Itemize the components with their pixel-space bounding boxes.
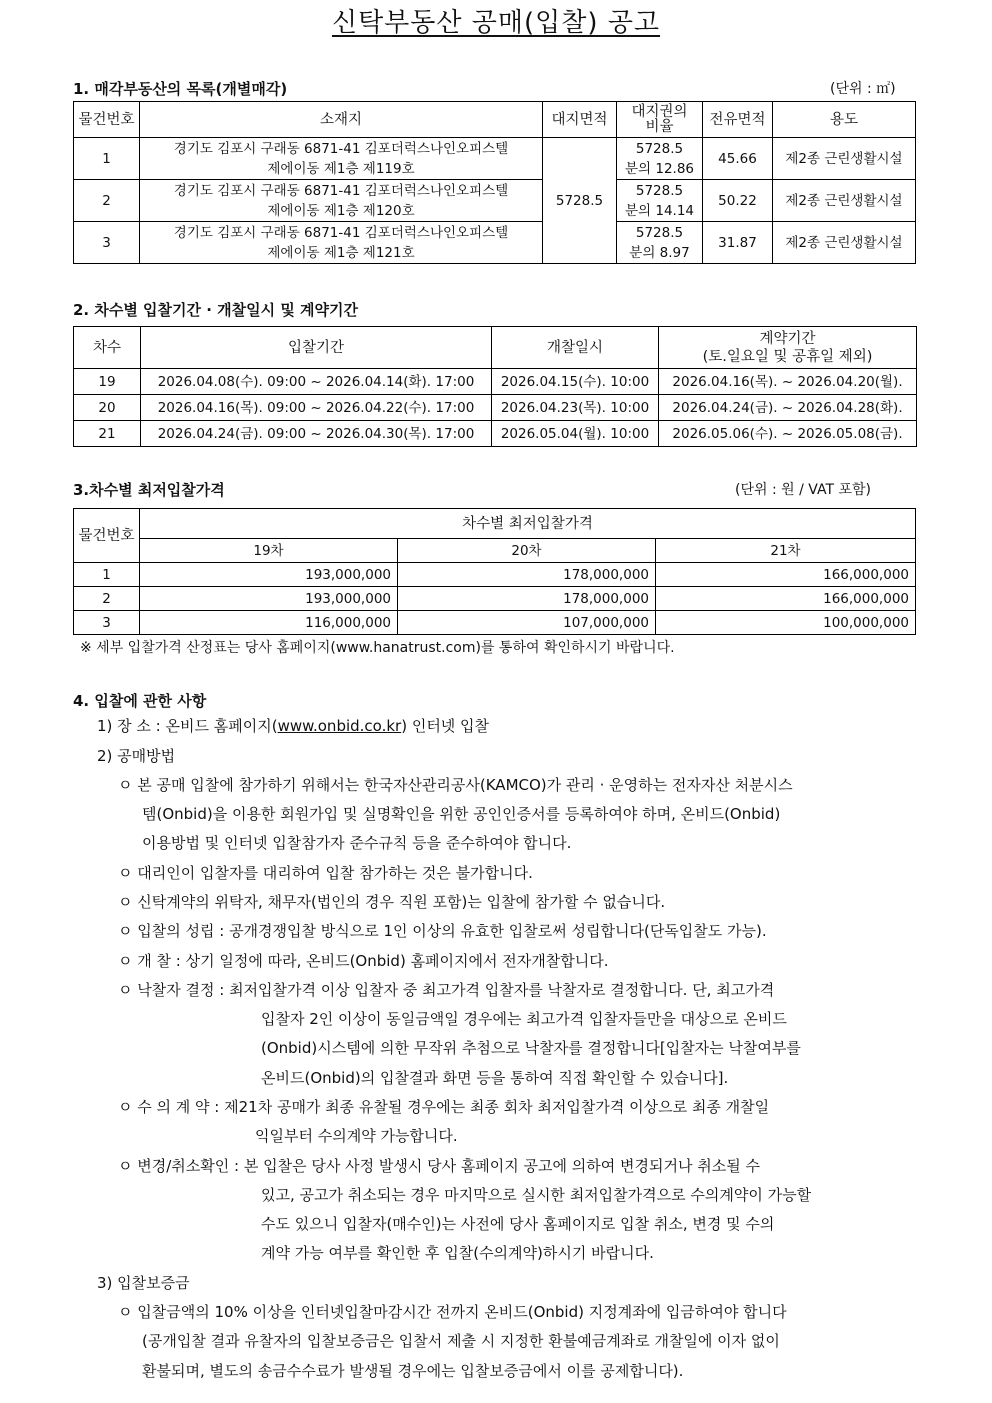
table-row bbox=[74, 587, 916, 611]
deposit-line: ㅇ 입찰금액의 10% 이상을 인터넷입찰마감시간 전까지 온비드(Onbid) 지정계좌에 입금하여야 합니다 bbox=[118, 1303, 787, 1321]
deposit-line: (공개입찰 결과 유찰자의 입찰보증금은 입찰서 제출 시 지정한 환불예금계좌로 개찰일에 이자 없이 bbox=[142, 1332, 780, 1350]
method-line: 이용방법 및 인터넷 입찰참가자 준수규칙 등을 준수하여야 합니다. bbox=[142, 834, 572, 852]
section1-unit: (단위 : ㎡) bbox=[830, 81, 896, 97]
table-row bbox=[74, 611, 916, 635]
item-use: 제2종 근린생활시설 bbox=[773, 138, 916, 180]
header-item-no: 물건번호 bbox=[74, 102, 140, 138]
item-no: 3 bbox=[74, 611, 140, 635]
item-use: 제2종 근린생활시설 bbox=[773, 222, 916, 264]
property-list-table bbox=[73, 101, 916, 264]
item-location: 경기도 김포시 구래동 6871-41 김포더럭스나인오피스텔 제에이동 제1층 제119호 bbox=[140, 138, 543, 180]
price-21: 166,000,000 bbox=[656, 563, 916, 587]
land-ratio: 5728.5 분의 14.14 bbox=[617, 180, 703, 222]
minimum-price-table bbox=[73, 508, 916, 635]
method-line: ㅇ 본 공매 입찰에 참가하기 위해서는 한국자산관리공사(KAMCO)가 관리 · 운영하는 전자자산 처분시스 bbox=[118, 776, 793, 794]
bid-period: 2026.04.16(목). 09:00 ~ 2026.04.22(수). 17:00 bbox=[141, 395, 492, 421]
method-line: 템(Onbid)을 이용한 회원가입 및 실명확인을 위한 공인인증서를 등록하여야 하며, 온비드(Onbid) bbox=[142, 805, 781, 823]
section1-heading: 1. 매각부동산의 목록(개별매각) bbox=[73, 80, 288, 98]
opening-time: 2026.04.15(수). 10:00 bbox=[492, 369, 659, 395]
deposit-line: 환불되며, 별도의 송금수수료가 발생될 경우에는 입찰보증금에서 이를 공제합니다). bbox=[142, 1362, 684, 1380]
contract-period: 2026.04.16(목). ~ 2026.04.20(월). bbox=[659, 369, 917, 395]
item-no: 2 bbox=[74, 587, 140, 611]
bid-place: 1) 장 소 : 온비드 홈페이지(www.onbid.co.kr) 인터넷 입찰 bbox=[97, 717, 490, 735]
table-row bbox=[74, 563, 916, 587]
method-line: 익일부터 수의계약 가능합니다. bbox=[255, 1127, 458, 1145]
method-line: 온비드(Onbid)의 입찰결과 화면 등을 통하여 직접 확인할 수 있습니다]. bbox=[261, 1069, 729, 1087]
section3-heading: 3.차수별 최저입찰가격 bbox=[73, 481, 225, 499]
round-no: 21 bbox=[74, 421, 141, 447]
header-bid-period: 입찰기간 bbox=[141, 327, 492, 369]
header-round-19: 19차 bbox=[140, 539, 398, 563]
header-land-ratio: 대지권의 비율 bbox=[617, 102, 703, 138]
section4-body bbox=[0, 712, 992, 1392]
deposit-title: 3) 입찰보증금 bbox=[97, 1274, 190, 1292]
header-item-no: 물건번호 bbox=[74, 509, 140, 563]
table-row bbox=[74, 369, 917, 395]
bid-period: 2026.04.24(금). 09:00 ~ 2026.04.30(목). 17:00 bbox=[141, 421, 492, 447]
price-20: 107,000,000 bbox=[398, 611, 656, 635]
method-line: ㅇ 입찰의 성립 : 공개경쟁입찰 방식으로 1인 이상의 유효한 입찰로써 성립합니다(단독입찰도 가능). bbox=[118, 922, 767, 940]
header-use: 용도 bbox=[773, 102, 916, 138]
item-use: 제2종 근린생활시설 bbox=[773, 180, 916, 222]
item-no: 2 bbox=[74, 180, 140, 222]
price-20: 178,000,000 bbox=[398, 587, 656, 611]
item-location: 경기도 김포시 구래동 6871-41 김포더럭스나인오피스텔 제에이동 제1층 제121호 bbox=[140, 222, 543, 264]
header-round-20: 20차 bbox=[398, 539, 656, 563]
method-line: 계약 가능 여부를 확인한 후 입찰(수의계약)하시기 바랍니다. bbox=[261, 1244, 654, 1262]
header-contract-period: 계약기간 (토.일요일 및 공휴일 제외) bbox=[659, 327, 917, 369]
header-land-area: 대지면적 bbox=[543, 102, 617, 138]
header-min-price: 차수별 최저입찰가격 bbox=[140, 509, 916, 539]
header-location: 소재지 bbox=[140, 102, 543, 138]
method-line: 있고, 공고가 취소되는 경우 마지막으로 실시한 최저입찰가격으로 수의계약이 가능할 bbox=[261, 1186, 812, 1204]
price-19: 193,000,000 bbox=[140, 587, 398, 611]
price-19: 193,000,000 bbox=[140, 563, 398, 587]
method-line: ㅇ 수 의 계 약 : 제21차 공매가 최종 유찰될 경우에는 최종 회차 최저입찰가격 이상으로 최종 개찰일 bbox=[118, 1098, 770, 1116]
method-line: ㅇ 신탁계약의 위탁자, 채무자(법인의 경우 직원 포함)는 입찰에 참가할 수 없습니다. bbox=[118, 893, 666, 911]
contract-period: 2026.04.24(금). ~ 2026.04.28(화). bbox=[659, 395, 917, 421]
land-ratio: 5728.5 분의 8.97 bbox=[617, 222, 703, 264]
table-row bbox=[74, 421, 917, 447]
land-area: 5728.5 bbox=[543, 138, 617, 264]
item-no: 1 bbox=[74, 563, 140, 587]
item-no: 3 bbox=[74, 222, 140, 264]
exclusive-area: 50.22 bbox=[703, 180, 773, 222]
table-row bbox=[74, 180, 916, 222]
round-no: 19 bbox=[74, 369, 141, 395]
header-exclusive-area: 전유면적 bbox=[703, 102, 773, 138]
exclusive-area: 31.87 bbox=[703, 222, 773, 264]
header-round: 차수 bbox=[74, 327, 141, 369]
method-line: ㅇ 낙찰자 결정 : 최저입찰가격 이상 입찰자 중 최고가격 입찰자를 낙찰자로 결정합니다. 단, 최고가격 bbox=[118, 981, 775, 999]
price-21: 100,000,000 bbox=[656, 611, 916, 635]
round-no: 20 bbox=[74, 395, 141, 421]
table-row bbox=[74, 222, 916, 264]
header-opening: 개찰일시 bbox=[492, 327, 659, 369]
price-21: 166,000,000 bbox=[656, 587, 916, 611]
method-title: 2) 공매방법 bbox=[97, 747, 176, 765]
method-line: 수도 있으니 입찰자(매수인)는 사전에 당사 홈페이지로 입찰 취소, 변경 및 수의 bbox=[261, 1215, 775, 1233]
item-no: 1 bbox=[74, 138, 140, 180]
exclusive-area: 45.66 bbox=[703, 138, 773, 180]
header-round-21: 21차 bbox=[656, 539, 916, 563]
opening-time: 2026.04.23(목). 10:00 bbox=[492, 395, 659, 421]
price-20: 178,000,000 bbox=[398, 563, 656, 587]
section2-heading: 2. 차수별 입찰기간 · 개찰일시 및 계약기간 bbox=[73, 301, 359, 319]
method-line: ㅇ 대리인이 입찰자를 대리하여 입찰 참가하는 것은 불가합니다. bbox=[118, 864, 533, 882]
page-title: 신탁부동산 공매(입찰) 공고 bbox=[331, 8, 661, 38]
land-ratio: 5728.5 분의 12.86 bbox=[617, 138, 703, 180]
bid-period: 2026.04.08(수). 09:00 ~ 2026.04.14(화). 17:00 bbox=[141, 369, 492, 395]
section4-heading: 4. 입찰에 관한 사항 bbox=[73, 692, 207, 710]
section3-unit: (단위 : 원 / VAT 포함) bbox=[735, 482, 871, 498]
opening-time: 2026.05.04(월). 10:00 bbox=[492, 421, 659, 447]
method-line: ㅇ 개 찰 : 상기 일정에 따라, 온비드(Onbid) 홈페이지에서 전자개찰합니다. bbox=[118, 952, 609, 970]
method-line: 입찰자 2인 이상이 동일금액일 경우에는 최고가격 입찰자들만을 대상으로 온비드 bbox=[261, 1010, 787, 1028]
method-line: ㅇ 변경/취소확인 : 본 입찰은 당사 사정 발생시 당사 홈페이지 공고에 의하여 변경되거나 취소될 수 bbox=[118, 1157, 760, 1175]
price-19: 116,000,000 bbox=[140, 611, 398, 635]
price-note: ※ 세부 입찰가격 산정표는 당사 홈페이지(www.hanatrust.com)를 통하여 확인하시기 바랍니다. bbox=[80, 640, 675, 656]
method-line: (Onbid)시스템에 의한 무작위 추첨으로 낙찰자를 결정합니다[입찰자는 낙찰여부를 bbox=[261, 1039, 801, 1057]
onbid-link[interactable]: www.onbid.co.kr bbox=[277, 717, 402, 735]
table-row bbox=[74, 138, 916, 180]
table-row bbox=[74, 395, 917, 421]
schedule-table bbox=[73, 326, 917, 447]
contract-period: 2026.05.06(수). ~ 2026.05.08(금). bbox=[659, 421, 917, 447]
item-location: 경기도 김포시 구래동 6871-41 김포더럭스나인오피스텔 제에이동 제1층 제120호 bbox=[140, 180, 543, 222]
